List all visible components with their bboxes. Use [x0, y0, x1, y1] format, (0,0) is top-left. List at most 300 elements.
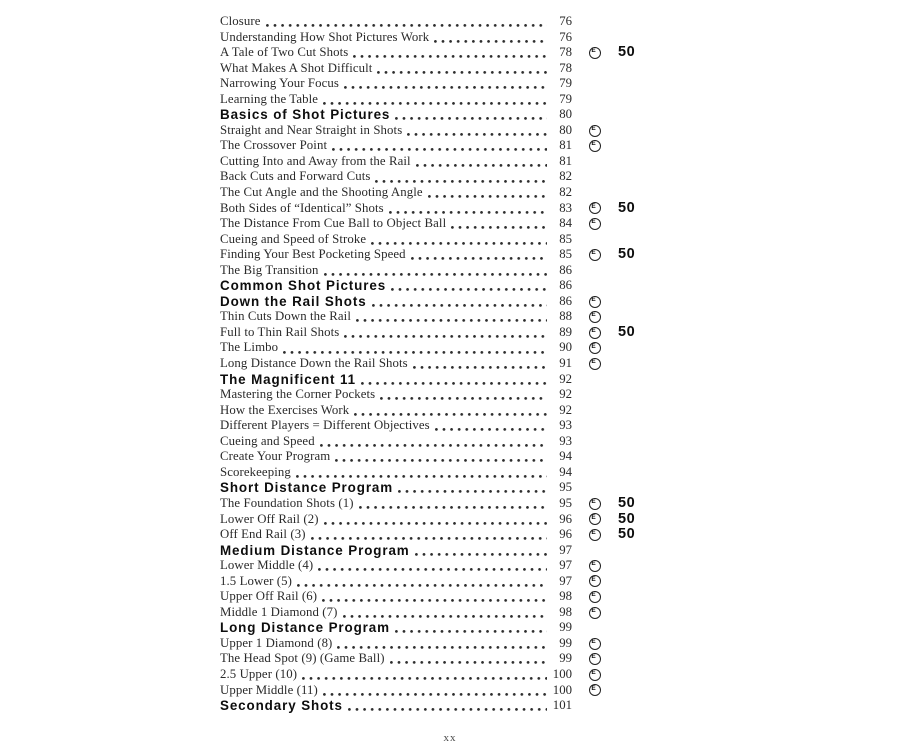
toc-entry-page-number: 93 [559, 418, 572, 433]
score-value [618, 30, 646, 46]
toc-entry [220, 30, 572, 46]
score-value [618, 278, 646, 294]
dot-leader [395, 620, 547, 636]
score-value [618, 138, 646, 154]
toc-entry-title: Narrowing Your Focus [220, 76, 339, 91]
toc-entry-title: Full to Thin Rail Shots [220, 324, 340, 339]
exercise-icon [589, 296, 601, 308]
exercise-icon-letter: E [591, 342, 596, 350]
toc-row [220, 465, 646, 481]
score-value [618, 651, 646, 667]
toc-row [220, 61, 646, 77]
toc-row [220, 340, 646, 356]
toc-entry-page-number: 92 [559, 387, 572, 402]
toc-entry-page-number: 100 [552, 666, 572, 681]
toc-entry [220, 356, 572, 372]
score-value [618, 574, 646, 590]
toc-entry-title: Down the Rail Shots [220, 293, 367, 309]
toc-entry-title: The Crossover Point [220, 138, 328, 153]
dot-leader [324, 263, 547, 279]
toc-entry-title: Understanding How Shot Pictures Work [220, 29, 430, 44]
icon-column [572, 232, 618, 248]
toc-entry [220, 418, 572, 434]
icon-column [572, 667, 618, 683]
toc-entry [220, 683, 572, 699]
score-value [618, 636, 646, 652]
toc-row [220, 169, 646, 185]
toc-entry-title: Thin Cuts Down the Rail [220, 309, 351, 324]
toc-entry-page-number: 97 [559, 558, 572, 573]
toc-entry-title: Basics of Shot Pictures [220, 107, 391, 123]
exercise-icon [589, 591, 601, 603]
toc-entry-page-number: 95 [559, 495, 572, 510]
toc-entry-title: The Head Spot (9) (Game Ball) [220, 651, 385, 666]
toc-entry-page-number: 97 [559, 542, 572, 557]
dot-leader [416, 154, 547, 170]
toc-entry-title: Upper 1 Diamond (8) [220, 635, 333, 650]
toc-entry [220, 403, 572, 419]
toc-entry [220, 605, 572, 621]
toc-row [220, 92, 646, 108]
toc-entry [220, 76, 572, 92]
toc-entry [220, 247, 572, 263]
toc-entry-page-number: 98 [559, 604, 572, 619]
toc-entry-title: Straight and Near Straight in Shots [220, 122, 403, 137]
score-value [618, 61, 646, 77]
toc-entry-title: Both Sides of “Identical” Shots [220, 200, 384, 215]
exercise-icon-letter: E [591, 497, 596, 505]
toc-entry-title: Upper Middle (11) [220, 682, 318, 697]
score-value [618, 558, 646, 574]
toc-row [220, 263, 646, 279]
exercise-icon-letter: E [591, 218, 596, 226]
exercise-icon [589, 47, 601, 59]
exercise-icon-letter: E [591, 311, 596, 319]
toc-entry-page-number: 80 [559, 122, 572, 137]
toc-entry [220, 512, 572, 528]
toc-entry-page-number: 92 [559, 402, 572, 417]
icon-column [572, 372, 618, 388]
dot-leader [375, 169, 547, 185]
toc-entry-title: The Limbo [220, 340, 279, 355]
toc-row [220, 294, 646, 310]
dot-leader [296, 465, 547, 481]
toc-entry [220, 14, 572, 30]
toc-entry-page-number: 88 [559, 309, 572, 324]
icon-column [572, 527, 618, 543]
icon-column [572, 138, 618, 154]
toc-row [220, 496, 646, 512]
toc-entry [220, 465, 572, 481]
dot-leader [390, 651, 547, 667]
toc-entry-title: Different Players = Different Objectives [220, 418, 430, 433]
dot-leader [266, 14, 547, 30]
toc-entry-page-number: 93 [559, 433, 572, 448]
score-value [618, 418, 646, 434]
score-value [618, 76, 646, 92]
icon-column [572, 683, 618, 699]
toc-entry-page-number: 82 [559, 185, 572, 200]
dot-leader [302, 667, 547, 683]
toc-row [220, 76, 646, 92]
toc-entry-title: Closure [220, 14, 261, 28]
toc-entry-page-number: 99 [559, 651, 572, 666]
toc-entry-title: Learning the Table [220, 91, 319, 106]
exercise-icon-letter: E [591, 591, 596, 599]
toc-entry [220, 449, 572, 465]
exercise-icon-letter: E [591, 513, 596, 521]
toc-entry [220, 558, 572, 574]
toc-row [220, 543, 646, 559]
dot-leader [435, 418, 547, 434]
score-value [618, 667, 646, 683]
toc-entry-title: Long Distance Program [220, 620, 390, 636]
icon-column [572, 496, 618, 512]
dot-leader [391, 278, 547, 294]
exercise-icon [589, 249, 601, 261]
toc-entry-title: The Distance From Cue Ball to Object Ball [220, 216, 447, 231]
icon-column [572, 45, 618, 61]
toc-row [220, 512, 646, 528]
toc-entry-title: Finding Your Best Pocketing Speed [220, 247, 406, 262]
dot-leader [372, 294, 547, 310]
toc-entry-page-number: 100 [552, 682, 572, 697]
icon-column [572, 543, 618, 559]
toc-entry [220, 185, 572, 201]
exercise-icon [589, 669, 601, 681]
dot-leader [344, 325, 547, 341]
toc-row [220, 185, 646, 201]
toc-entry-title: The Foundation Shots (1) [220, 495, 354, 510]
score-value [618, 449, 646, 465]
toc-entry [220, 480, 572, 496]
toc-row [220, 620, 646, 636]
icon-column [572, 698, 618, 714]
toc-entry-page-number: 82 [559, 169, 572, 184]
score-value [618, 216, 646, 232]
exercise-icon [589, 575, 601, 587]
toc-entry-title: Lower Middle (4) [220, 558, 314, 573]
icon-column [572, 434, 618, 450]
toc-entry [220, 216, 572, 232]
icon-column [572, 123, 618, 139]
toc-entry [220, 340, 572, 356]
icon-column [572, 418, 618, 434]
dot-leader [356, 309, 547, 325]
toc-row [220, 574, 646, 590]
exercise-icon-letter: E [591, 295, 596, 303]
toc-entry [220, 496, 572, 512]
dot-leader [337, 636, 547, 652]
toc-entry [220, 107, 572, 123]
toc-entry-page-number: 84 [559, 216, 572, 231]
toc-entry-page-number: 79 [559, 91, 572, 106]
exercise-icon-letter: E [591, 637, 596, 645]
toc-entry-title: 2.5 Upper (10) [220, 666, 298, 681]
score-value [618, 356, 646, 372]
toc-entry-page-number: 99 [559, 635, 572, 650]
exercise-icon [589, 653, 601, 665]
dot-leader [398, 480, 547, 496]
toc-entry [220, 154, 572, 170]
dot-leader [407, 123, 547, 139]
exercise-icon [589, 498, 601, 510]
toc-entry [220, 92, 572, 108]
toc-entry-page-number: 98 [559, 589, 572, 604]
icon-column [572, 309, 618, 325]
toc-entry-title: Create Your Program [220, 449, 331, 464]
toc-row [220, 45, 646, 61]
dot-leader [348, 698, 547, 714]
toc-entry [220, 263, 572, 279]
dot-leader [343, 605, 547, 621]
icon-column [572, 30, 618, 46]
dot-leader [451, 216, 547, 232]
toc-entry-title: Medium Distance Program [220, 542, 410, 558]
toc-entry-title: Off End Rail (3) [220, 527, 306, 542]
toc-entry-page-number: 89 [559, 324, 572, 339]
toc-entry-title: Scorekeeping [220, 464, 291, 479]
toc-entry-page-number: 85 [559, 231, 572, 246]
toc-row [220, 651, 646, 667]
icon-column [572, 76, 618, 92]
toc-row [220, 216, 646, 232]
toc-row [220, 201, 646, 217]
exercise-icon-letter: E [591, 140, 596, 148]
icon-column [572, 169, 618, 185]
toc-entry-title: The Magnificent 11 [220, 371, 356, 387]
toc-row [220, 605, 646, 621]
toc-entry-page-number: 80 [559, 107, 572, 122]
dot-leader [371, 232, 547, 248]
icon-column [572, 605, 618, 621]
toc-entry-title: Cueing and Speed [220, 433, 315, 448]
toc-entry-page-number: 78 [559, 60, 572, 75]
toc-entry-page-number: 97 [559, 573, 572, 588]
toc-entry-title: The Cut Angle and the Shooting Angle [220, 185, 423, 200]
toc-row [220, 418, 646, 434]
toc-entry-page-number: 91 [559, 356, 572, 371]
score-value [618, 589, 646, 605]
score-value [618, 698, 646, 714]
score-value [618, 620, 646, 636]
exercise-icon-letter: E [591, 575, 596, 583]
toc-entry-page-number: 86 [559, 262, 572, 277]
score-value [618, 465, 646, 481]
score-value [618, 387, 646, 403]
icon-column [572, 278, 618, 294]
toc-entry-page-number: 78 [559, 45, 572, 60]
toc-entry-title: Short Distance Program [220, 480, 394, 496]
dot-leader [335, 449, 547, 465]
toc-entry-page-number: 90 [559, 340, 572, 355]
toc-entry [220, 278, 572, 294]
toc-row [220, 372, 646, 388]
toc-entry [220, 294, 572, 310]
icon-column [572, 325, 618, 341]
toc-entry [220, 589, 572, 605]
icon-column [572, 512, 618, 528]
icon-column [572, 263, 618, 279]
toc-entry-title: Middle 1 Diamond (7) [220, 604, 338, 619]
exercise-icon [589, 560, 601, 572]
toc-entry-page-number: 101 [552, 698, 572, 713]
toc-entry [220, 387, 572, 403]
toc-row [220, 14, 646, 30]
score-value [618, 340, 646, 356]
toc-entry [220, 201, 572, 217]
exercise-icon-letter: E [591, 684, 596, 692]
exercise-icon [589, 684, 601, 696]
icon-column [572, 651, 618, 667]
score-value [618, 232, 646, 248]
toc-entry-title: Cutting Into and Away from the Rail [220, 153, 411, 168]
toc-row [220, 107, 646, 123]
toc-entry-title: 1.5 Lower (5) [220, 573, 293, 588]
dot-leader [428, 185, 547, 201]
icon-column [572, 61, 618, 77]
toc-entry [220, 45, 572, 61]
toc-entry-page-number: 94 [559, 449, 572, 464]
toc-entry [220, 123, 572, 139]
toc-entry-title: The Big Transition [220, 262, 319, 277]
exercise-icon-letter: E [591, 606, 596, 614]
exercise-icon [589, 140, 601, 152]
dot-leader [415, 543, 547, 559]
score-value: 50 [618, 323, 636, 340]
dot-leader [361, 372, 547, 388]
icon-column [572, 14, 618, 30]
toc-entry [220, 698, 572, 714]
toc-row [220, 138, 646, 154]
toc-entry-page-number: 86 [559, 278, 572, 293]
toc-entry-page-number: 96 [559, 511, 572, 526]
exercise-icon-letter: E [591, 326, 596, 334]
icon-column [572, 589, 618, 605]
score-value [618, 14, 646, 30]
toc-row [220, 558, 646, 574]
icon-column [572, 620, 618, 636]
icon-column [572, 403, 618, 419]
exercise-icon [589, 513, 601, 525]
toc-entry-page-number: 85 [559, 247, 572, 262]
dot-leader [377, 61, 547, 77]
exercise-icon [589, 358, 601, 370]
icon-column [572, 387, 618, 403]
toc-entry-title: Cueing and Speed of Stroke [220, 231, 367, 246]
icon-column [572, 480, 618, 496]
toc-entry-title: Upper Off Rail (6) [220, 589, 318, 604]
exercise-icon [589, 202, 601, 214]
icon-column [572, 574, 618, 590]
toc-row [220, 434, 646, 450]
toc-entry-page-number: 99 [559, 620, 572, 635]
dot-leader [344, 76, 547, 92]
dot-leader [322, 589, 547, 605]
toc-entry [220, 574, 572, 590]
icon-column [572, 107, 618, 123]
toc-row [220, 683, 646, 699]
toc-entry-page-number: 95 [559, 480, 572, 495]
toc-row [220, 387, 646, 403]
toc-row [220, 123, 646, 139]
toc-entry-page-number: 76 [559, 14, 572, 28]
dot-leader [283, 340, 547, 356]
exercise-icon-letter: E [591, 560, 596, 568]
toc-entry-page-number: 81 [559, 138, 572, 153]
icon-column [572, 294, 618, 310]
exercise-icon-letter: E [591, 529, 596, 537]
score-value [618, 605, 646, 621]
score-value [618, 185, 646, 201]
exercise-icon-letter: E [591, 668, 596, 676]
score-value: 50 [618, 246, 636, 263]
icon-column [572, 558, 618, 574]
score-value [618, 434, 646, 450]
toc-row [220, 698, 646, 714]
score-value: 50 [618, 494, 636, 511]
exercise-icon-letter: E [591, 202, 596, 210]
dot-leader [395, 107, 547, 123]
toc-row [220, 667, 646, 683]
toc-entry-title: A Tale of Two Cut Shots [220, 45, 349, 60]
dot-leader [320, 434, 547, 450]
dot-leader [411, 247, 547, 263]
exercise-icon-letter: E [591, 47, 596, 55]
dot-leader [380, 387, 547, 403]
toc-entry [220, 527, 572, 543]
toc-entry-page-number: 76 [559, 29, 572, 44]
toc-row [220, 636, 646, 652]
icon-column [572, 247, 618, 263]
toc-entry-title: How the Exercises Work [220, 402, 350, 417]
icon-column [572, 449, 618, 465]
toc-list [220, 14, 646, 714]
dot-leader [332, 138, 547, 154]
toc-entry [220, 651, 572, 667]
toc-entry-title: Mastering the Corner Pockets [220, 387, 376, 402]
toc-row [220, 403, 646, 419]
icon-column [572, 185, 618, 201]
toc-row [220, 356, 646, 372]
toc-entry-page-number: 94 [559, 464, 572, 479]
score-value: 50 [618, 526, 636, 543]
dot-leader [297, 574, 547, 590]
score-value [618, 154, 646, 170]
dot-leader [389, 201, 547, 217]
exercise-icon-letter: E [591, 358, 596, 366]
icon-column [572, 465, 618, 481]
toc-row [220, 309, 646, 325]
score-value [618, 403, 646, 419]
toc-entry [220, 309, 572, 325]
dot-leader [354, 403, 547, 419]
toc-entry-page-number: 83 [559, 200, 572, 215]
icon-column [572, 356, 618, 372]
exercise-icon [589, 342, 601, 354]
dot-leader [353, 45, 547, 61]
toc-row [220, 325, 646, 341]
icon-column [572, 340, 618, 356]
toc-entry-title: Long Distance Down the Rail Shots [220, 356, 408, 371]
score-value [618, 683, 646, 699]
exercise-icon [589, 638, 601, 650]
score-value [618, 92, 646, 108]
score-value [618, 372, 646, 388]
exercise-icon-letter: E [591, 124, 596, 132]
toc-entry [220, 232, 572, 248]
score-value [618, 543, 646, 559]
